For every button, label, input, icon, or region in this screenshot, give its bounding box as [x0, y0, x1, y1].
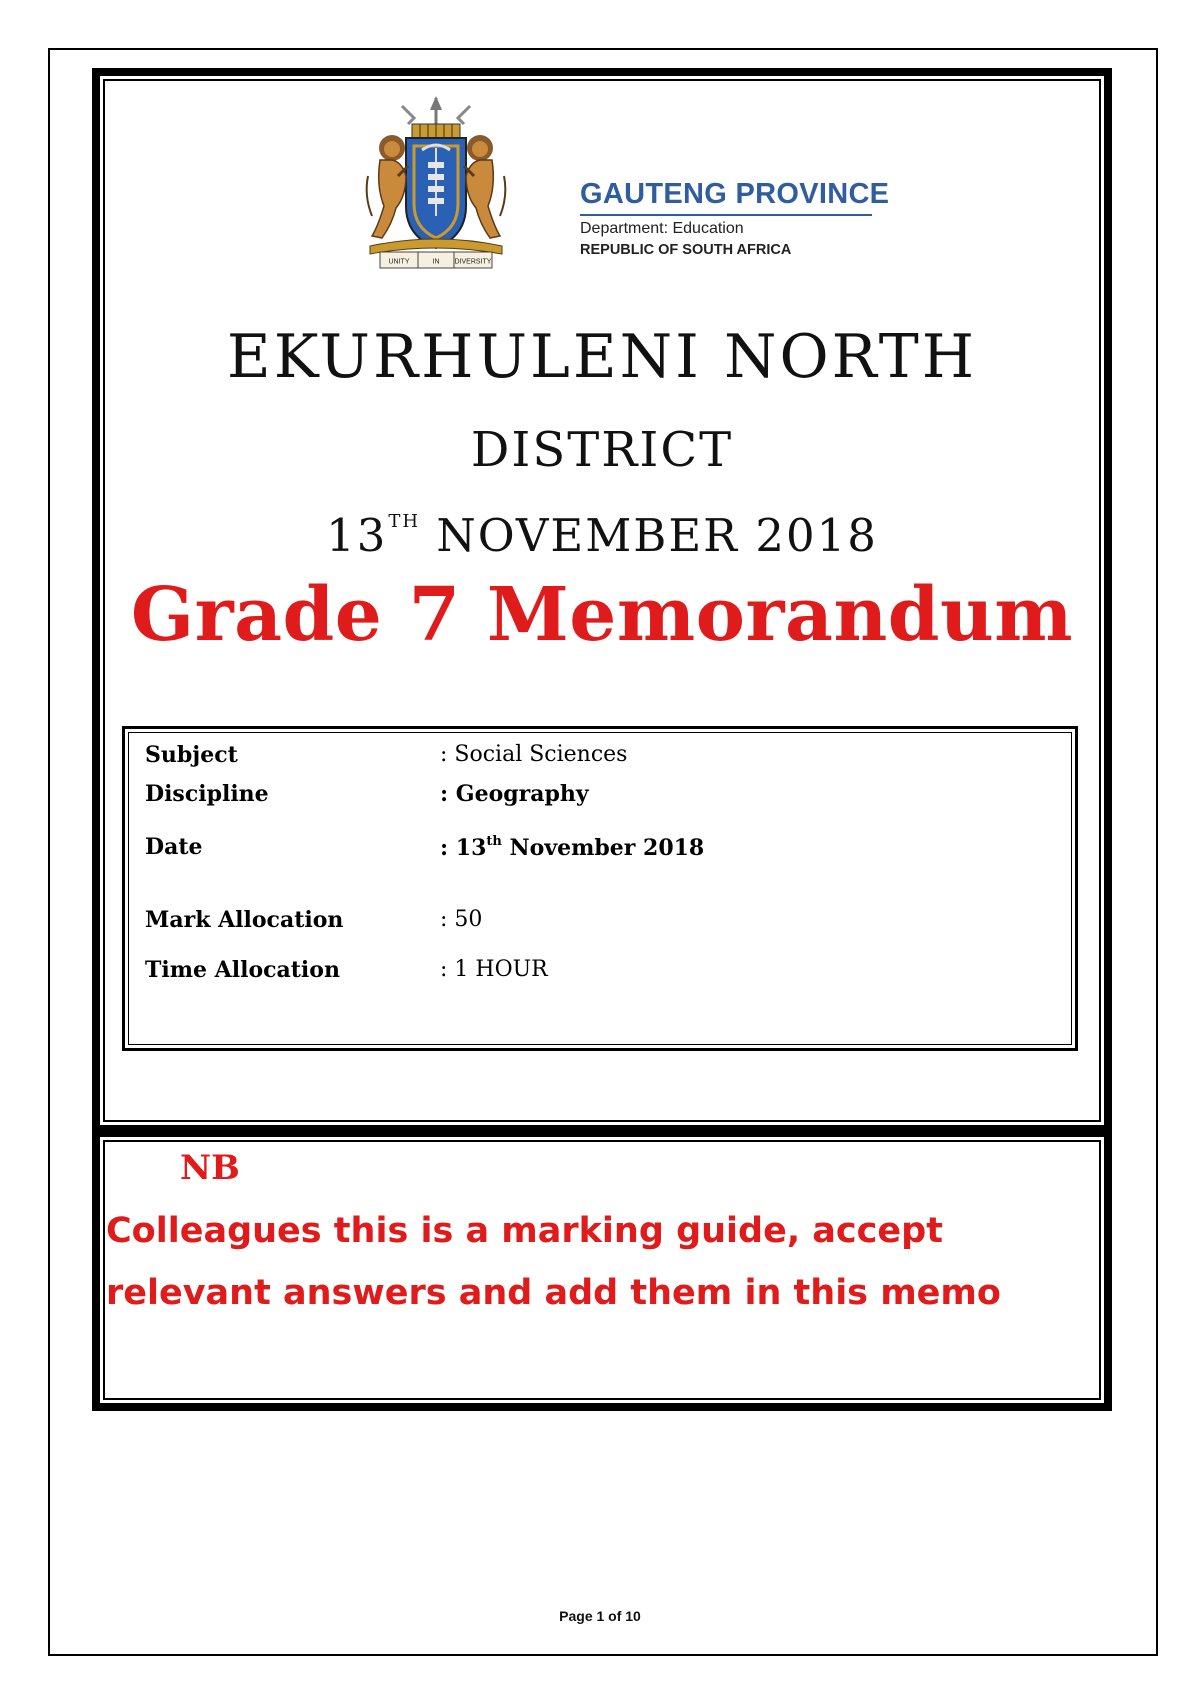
logo-text — [580, 178, 889, 258]
discipline-value: : Geography — [440, 781, 589, 807]
department-name: Department: Education — [580, 220, 744, 237]
motto-text-1: UNITY — [388, 258, 410, 266]
exam-date-rest: NOVEMBER 2018 — [420, 509, 878, 562]
motto-text-2: IN — [432, 258, 440, 266]
lion-left-icon — [367, 135, 408, 238]
mark-allocation-label: Mark Allocation — [145, 907, 344, 933]
exam-date-day: 13 — [326, 509, 388, 562]
motto-ribbon — [380, 252, 492, 268]
mark-allocation-value: : 50 — [440, 907, 483, 932]
lion-right-icon — [464, 135, 505, 238]
date-value — [440, 834, 704, 861]
district-subtitle: DISTRICT — [470, 422, 734, 478]
motto-text-3: DIVERSITY — [454, 258, 492, 266]
time-allocation-label: Time Allocation — [145, 957, 340, 983]
district-title: EKURHULENI NORTH — [226, 322, 978, 392]
date-label: Date — [145, 834, 203, 860]
exam-date-suffix: TH — [388, 511, 421, 532]
subject-value: : Social Sciences — [440, 742, 628, 767]
memo-title: Grade 7 Memorandum — [130, 572, 1074, 658]
exam-info-box — [122, 726, 1078, 1051]
province-rule — [580, 214, 872, 216]
exam-info-box-inner-border — [128, 732, 1072, 1045]
country-name: REPUBLIC OF SOUTH AFRICA — [580, 242, 792, 258]
exam-date-title — [92, 509, 1112, 562]
subject-label: Subject — [145, 742, 238, 768]
date-value-pre: : 13 — [440, 835, 487, 861]
discipline-label: Discipline — [145, 781, 269, 807]
nb-text: Colleagues this is a marking guide, accept relevant answers and add them in this memo — [106, 1211, 1001, 1313]
date-value-post: November 2018 — [501, 835, 705, 861]
date-value-sup: th — [486, 834, 502, 849]
time-allocation-value: : 1 HOUR — [440, 957, 548, 982]
page-number: Page 1 of 10 — [559, 1608, 641, 1624]
nb-label: NB — [180, 1148, 240, 1188]
province-name: GAUTENG PROVINCE — [580, 178, 890, 210]
